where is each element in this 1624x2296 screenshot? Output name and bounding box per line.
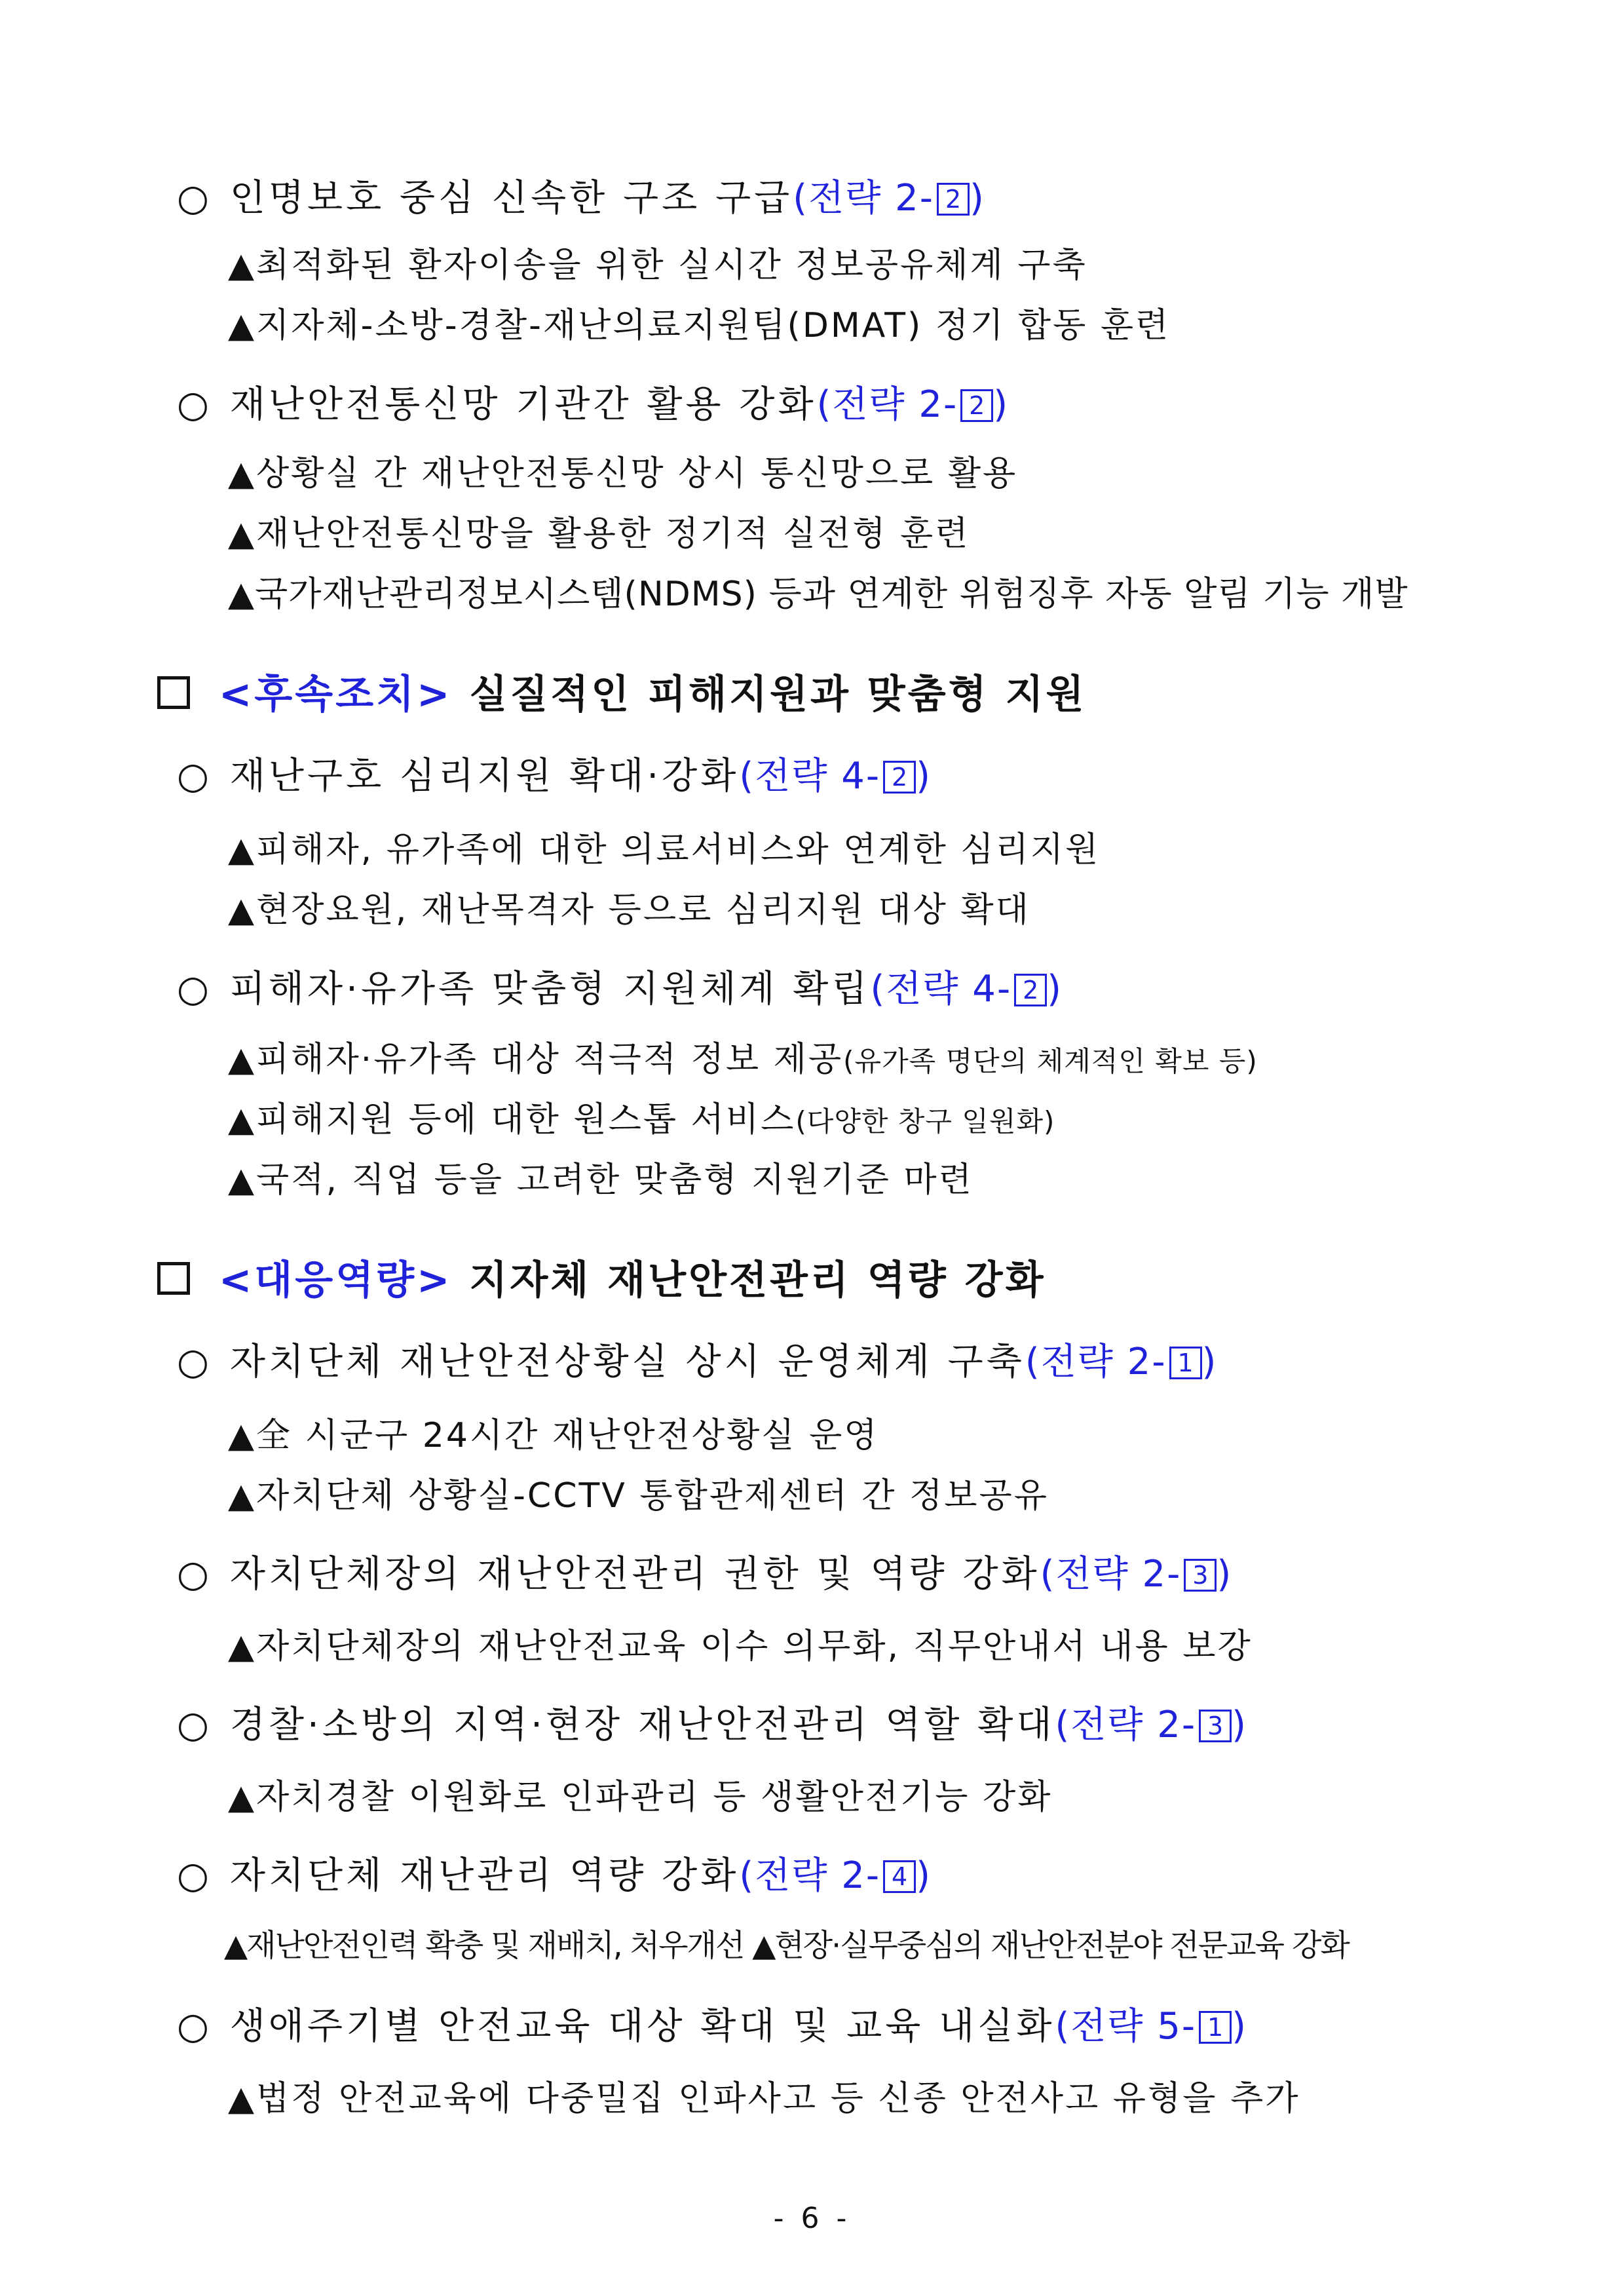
strategy-ref: (전략 5- 1 ) <box>1055 2005 1247 2048</box>
checkbox-square-icon <box>157 1262 190 1295</box>
strategy-ref: (전략 2- 1 ) <box>1025 1341 1218 1383</box>
strategy-ref: (전략 2- 2 ) <box>793 177 985 220</box>
sub-item-note: (다양한 창구 일원화) <box>795 1105 1055 1138</box>
strategy-ref: (전략 2- 3 ) <box>1055 1704 1247 1746</box>
bullet-item-head-authority <box>177 1545 1232 1598</box>
circle-bullet: ○ <box>177 177 212 220</box>
bullet-item-safety-education <box>177 1997 1247 2050</box>
circle-bullet: ○ <box>177 1553 212 1596</box>
checkbox-square-icon <box>157 676 190 709</box>
item-text: 자치단체 재난안전상황실 상시 운영체계 구축 <box>229 1341 1025 1383</box>
circle-bullet: ○ <box>177 2005 212 2048</box>
sub-item: ▲재난안전통신망을 활용한 정기적 실전형 훈련 <box>228 514 970 554</box>
item-text: 자치단체장의 재난안전관리 권한 및 역량 강화 <box>229 1553 1040 1596</box>
sub-item: ▲현장요원, 재난목격자 등으로 심리지원 대상 확대 <box>228 890 1030 930</box>
sub-item: ▲자치경찰 이원화로 인파관리 등 생활안전기능 강화 <box>228 1778 1053 1817</box>
bullet-item-network <box>177 375 1009 428</box>
sub-item: ▲상황실 간 재난안전통신망 상시 통신망으로 활용 <box>228 454 1018 493</box>
strategy-ref: (전략 4- 2 ) <box>870 968 1063 1010</box>
sub-item: ▲재난안전인력 확충 및 재배치, 처우개선 ▲현장·실무중심의 재난안전분야 전문교육 강화 <box>224 1928 1349 1964</box>
section-heading-followup <box>157 663 1087 719</box>
item-text: 인명보호 중심 신속한 구조 구급 <box>229 177 793 220</box>
strategy-ref: (전략 4- 2 ) <box>739 755 932 797</box>
sub-item: ▲全 시군구 24시간 재난안전상황실 운영 <box>228 1416 879 1455</box>
circle-bullet: ○ <box>177 383 212 426</box>
sub-item: ▲최적화된 환자이송을 위한 실시간 정보공유체계 구축 <box>228 246 1087 285</box>
item-text: 경찰·소방의 지역·현장 재난안전관리 역할 확대 <box>229 1704 1055 1746</box>
circle-bullet: ○ <box>177 1854 212 1897</box>
item-text: 재난구호 심리지원 확대·강화 <box>229 755 740 797</box>
circle-bullet: ○ <box>177 968 212 1010</box>
section-title: 실질적인 피해지원과 맞춤형 지원 <box>469 672 1087 718</box>
sub-item: ▲법정 안전교육에 다중밀집 인파사고 등 신종 안전사고 유형을 추가 <box>228 2079 1300 2118</box>
sub-item-note: (유가족 명단의 체계적인 확보 등) <box>843 1045 1258 1077</box>
sub-item: ▲지자체-소방-경찰-재난의료지원팀(DMAT) 정기 합동 훈련 <box>228 306 1171 345</box>
circle-bullet: ○ <box>177 755 212 797</box>
item-text: 피해자·유가족 맞춤형 지원체계 확립 <box>229 968 871 1010</box>
bullet-item-situation-room <box>177 1333 1217 1385</box>
sub-item: ▲피해자·유가족 대상 적극적 정보 제공(유가족 명단의 체계적인 확보 등) <box>228 1040 1258 1079</box>
circle-bullet: ○ <box>177 1704 212 1746</box>
strategy-ref: (전략 2- 3 ) <box>1040 1553 1233 1596</box>
sub-item: ▲피해지원 등에 대한 원스톱 서비스(다양한 창구 일원화) <box>228 1100 1055 1139</box>
bullet-item-police-fire <box>177 1696 1247 1748</box>
sub-item: ▲자치단체 상황실-CCTV 통합관제센터 간 정보공유 <box>228 1476 1049 1516</box>
section-heading-capability <box>157 1249 1046 1305</box>
strategy-ref: (전략 2- 4 ) <box>739 1854 932 1897</box>
bullet-item-local-capability <box>177 1846 932 1899</box>
item-text: 자치단체 재난관리 역량 강화 <box>229 1854 740 1897</box>
sub-item: ▲자치단체장의 재난안전교육 이수 의무화, 직무안내서 내용 보강 <box>228 1627 1253 1666</box>
section-tag: <후속조치> <box>219 672 453 718</box>
bullet-item-victim-support <box>177 960 1063 1012</box>
bullet-item-rescue <box>177 169 985 221</box>
bullet-item-psych-support <box>177 747 932 799</box>
strategy-ref: (전략 2- 2 ) <box>816 383 1010 426</box>
item-text: 생애주기별 안전교육 대상 확대 및 교육 내실화 <box>229 2005 1055 2048</box>
sub-item: ▲국적, 직업 등을 고려한 맞춤형 지원기준 마련 <box>228 1160 973 1200</box>
section-tag: <대응역량> <box>219 1257 453 1303</box>
section-title: 지자체 재난안전관리 역량 강화 <box>469 1257 1046 1303</box>
sub-item: ▲피해자, 유가족에 대한 의료서비스와 연계한 심리지원 <box>228 830 1101 870</box>
page-number: - 6 - <box>773 2202 851 2235</box>
sub-item: ▲국가재난관리정보시스템(NDMS) 등과 연계한 위험징후 자동 알림 기능 개발 <box>228 575 1408 614</box>
item-text: 재난안전통신망 기관간 활용 강화 <box>229 383 817 426</box>
circle-bullet: ○ <box>177 1341 212 1383</box>
